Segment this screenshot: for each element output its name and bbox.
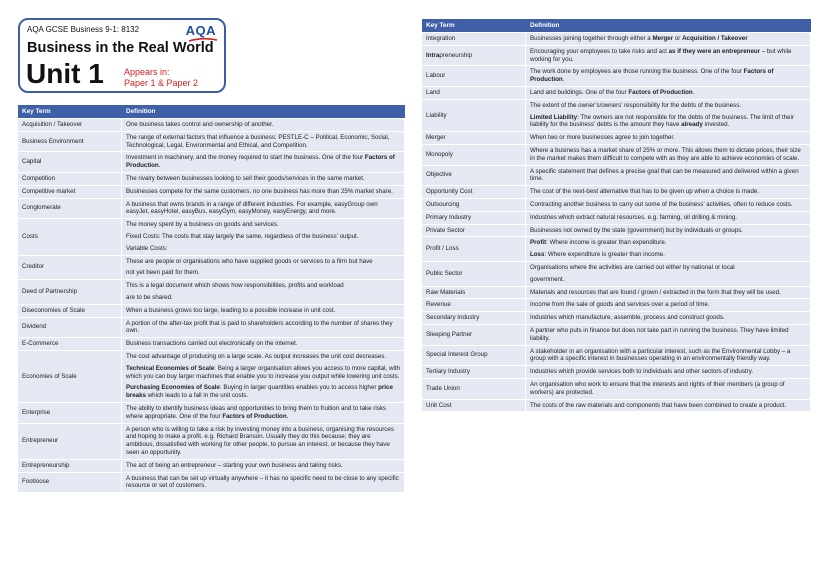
definition-text: The money spent by a business on goods and services. — [126, 221, 279, 229]
definition-text: A specific statement that defines a precise goal that can be measured and delivered within a given time. — [530, 167, 799, 183]
definition-cell — [122, 403, 405, 423]
table-row — [422, 100, 811, 131]
table-row — [422, 132, 811, 144]
definition-cell — [526, 287, 811, 299]
definition-text: One business takes control and ownership of another. — [126, 121, 274, 128]
definition-cell — [526, 46, 811, 66]
definition-text: Businesses joining together through either a Merger or Acquisition / Takeover — [530, 35, 748, 42]
table-row — [422, 287, 811, 299]
definition-cell — [526, 100, 811, 131]
definition-text: The range of external factors that influence a business: PESTLE-C – Political, Economic, Social, Technological, Legal, Environmental and Ethical, and Competition. — [126, 133, 390, 149]
definition-text: The costs of the raw materials and components that have been combined to create a product. — [530, 401, 787, 409]
definition-text: The cost advantage of producing on a large scale. As output increases the unit cost decreases. — [126, 352, 387, 360]
key-term-cell: Competition — [18, 173, 122, 185]
definition-text: government. — [530, 275, 565, 283]
table-row — [422, 299, 811, 311]
table-row — [18, 318, 405, 338]
key-terms-table-left — [18, 104, 405, 493]
key-term-cell: Objective — [422, 166, 526, 186]
key-term-cell: Deed of Partnership — [18, 280, 122, 304]
key-term-cell: Trade Union — [422, 379, 526, 399]
definition-text: Income from the sale of goods and services over a period of time. — [530, 301, 710, 309]
table-row — [422, 186, 811, 198]
definition-header: Definition — [526, 19, 811, 32]
key-term-cell: Competitive market — [18, 186, 122, 198]
definition-text: Encouraging your employees to take risks and act as if they were an entrepreneur – but while working for you. — [530, 47, 792, 63]
key-term-cell: Creditor — [18, 256, 122, 280]
definition-text: Businesses compete for the same customers, no one business has more than 25% market share. — [126, 187, 393, 195]
key-terms-table-right — [422, 18, 811, 412]
definition-text: Organisations where the activities are carried out either by national or local — [530, 263, 735, 271]
definition-text: Loss: Where expenditure is greater than income. — [530, 251, 665, 259]
key-term-cell: Sleeping Partner — [422, 325, 526, 345]
key-term-cell: Special Interest Group — [422, 346, 526, 366]
definition-cell — [122, 199, 405, 219]
key-term-cell: Enterprise — [18, 403, 122, 423]
table-row — [422, 325, 811, 345]
definition-text: Industries which manufacture, assemble, process and construct goods. — [530, 314, 725, 322]
key-term-cell: Unit Cost — [422, 400, 526, 412]
definition-cell — [122, 424, 405, 459]
definition-text: This is a legal document which shows how responsibilities, profits and workload — [126, 282, 344, 290]
key-term-cell: Entrepreneur — [18, 424, 122, 459]
definition-text: are to be shared. — [126, 293, 173, 301]
table-row — [18, 305, 405, 317]
definition-text: Limited Liability: The owners are not responsible for the debts of the business. The limit of their liability for the business’ debts is the amount they have already invested. — [530, 113, 794, 129]
definition-text: When two or more businesses agree to join together. — [530, 134, 675, 142]
table-row — [422, 66, 811, 86]
title-box — [18, 18, 226, 93]
definition-text: Profit: Where income is greater than expenditure. — [530, 239, 667, 247]
table-row — [18, 152, 405, 172]
definition-text: Industries which extract natural resources. e.g. farming, oil drilling & mining. — [530, 213, 738, 221]
definition-text: Businesses not owned by the state (government) but by individuals or groups. — [530, 226, 743, 234]
table-row — [422, 312, 811, 324]
key-term-cell: Dividend — [18, 318, 122, 338]
key-term-cell: Profit / Loss — [422, 237, 526, 261]
definition-text: A partner who puts in finance but does not take part in running the business. They have limited liability. — [530, 326, 789, 342]
table-row — [422, 379, 811, 399]
table-row — [422, 225, 811, 237]
table-header-row — [18, 105, 405, 118]
definition-text: A business that can be set up virtually anywhere – it has no specific need to be close to any specific resource or set of customers. — [126, 474, 399, 490]
definition-cell — [526, 400, 811, 412]
definition-text: Contracting another business to carry out some of the business’ activities, often to reduce costs. — [530, 200, 793, 208]
definition-cell — [122, 280, 405, 304]
key-term-cell: Outsourcing — [422, 199, 526, 211]
key-term-header: Key Term — [18, 105, 122, 118]
table-row — [18, 199, 405, 219]
table-row — [18, 119, 405, 131]
definition-text: When a business grows too large, leading to a possible increase in unit cost. — [126, 306, 336, 314]
key-term-cell: Raw Materials — [422, 287, 526, 299]
definition-cell — [122, 256, 405, 280]
table-row — [18, 173, 405, 185]
key-term-cell: Entrepreneurship — [18, 460, 122, 472]
definition-text: A portion of the after-tax profit that is paid to shareholders according to the number of shares they own. — [126, 319, 393, 335]
table-row — [422, 366, 811, 378]
definition-cell — [526, 186, 811, 198]
table-row — [422, 166, 811, 186]
table-row — [422, 262, 811, 286]
table-row — [422, 33, 811, 45]
table-row — [422, 199, 811, 211]
definition-text: A stakeholder in an organisation with a particular interest, such as the Environmental Lobby – a group with a specific interest in businesses operating in an environmentally friendly way. — [530, 347, 791, 363]
definition-text: Industries which provide services both to individuals and other sectors of industry. — [530, 368, 754, 376]
definition-cell — [122, 338, 405, 350]
definition-cell — [122, 186, 405, 198]
definition-text: These are people or organisations who have supplied goods or services to a firm but have — [126, 257, 373, 265]
definition-text: Land and buildings. One of the four Factors of Production. — [530, 88, 695, 96]
definition-cell — [526, 299, 811, 311]
definition-cell — [122, 460, 405, 472]
key-term-cell: Primary Industry — [422, 212, 526, 224]
key-term-cell: Conglomerate — [18, 199, 122, 219]
definition-cell — [122, 152, 405, 172]
definition-cell — [122, 351, 405, 402]
key-term-cell: Costs — [18, 219, 122, 254]
key-term-cell: Integration — [422, 33, 526, 45]
definition-cell — [122, 305, 405, 317]
key-term-cell: Liability — [422, 100, 526, 131]
definition-cell — [526, 212, 811, 224]
definition-cell — [122, 219, 405, 254]
definition-text: Technical Economies of Scale: Being a larger organisation allows you access to more capital, with which you can buy larger machines that enable you to increase you output while lowering unit costs. — [126, 364, 400, 380]
definition-cell — [526, 66, 811, 86]
definition-text: An organisation who work to ensure that the interests and rights of their members (a group of workers) are protected. — [530, 380, 785, 396]
key-term-cell: Business Environment — [18, 132, 122, 152]
table-row — [422, 46, 811, 66]
definition-text: The rivalry between businesses looking to sell their goods/services in the same market. — [126, 174, 365, 182]
definition-cell — [122, 132, 405, 152]
definition-cell — [122, 119, 405, 131]
key-term-cell: Capital — [18, 152, 122, 172]
definition-cell — [526, 33, 811, 45]
table-row — [18, 403, 405, 423]
definition-text: Materials and resources that are found / grown / extracted in the form that they will be used. — [530, 288, 781, 296]
table-row — [18, 132, 405, 152]
key-term-cell: Opportunity Cost — [422, 186, 526, 198]
spec-code: AQA GCSE Business 9-1: 8132 — [27, 25, 140, 34]
table-row — [18, 338, 405, 350]
key-term-cell: Intrapreneurship — [422, 46, 526, 66]
table-row — [18, 219, 405, 254]
table-row — [422, 87, 811, 99]
definition-cell — [122, 318, 405, 338]
key-term-cell: Monopoly — [422, 145, 526, 165]
definition-cell — [526, 366, 811, 378]
definition-text: The ability to identify business ideas and opportunities to bring them to fruition and to take risks where appropriate. One of the four Factors of Production. — [126, 404, 387, 420]
table-row — [422, 400, 811, 412]
table-row — [422, 145, 811, 165]
definition-cell — [526, 262, 811, 286]
definition-cell — [526, 87, 811, 99]
table-row — [422, 346, 811, 366]
key-term-header: Key Term — [422, 19, 526, 32]
definition-text: Investment in machinery, and the money required to start the business. One of the four Factors of Production. — [126, 154, 395, 170]
definition-text: A business that owns brands in a range of different industries. For example, easyGroup own easyJet, easyHotel, easyBus, easyGym, easyMoney, easyEnergy, and more. — [126, 200, 378, 216]
appears-in-label: Appears in: — [124, 67, 170, 77]
key-term-cell: Merger — [422, 132, 526, 144]
key-term-cell: Economies of Scale — [18, 351, 122, 402]
definition-text: A person who is willing to take a risk by investing money into a business, organising the resources and hoping to make a profit. e.g. Richard Branson. Usually they do this because; they are ambitious, dissatisfied with working for other people, to pursue an interest, or because they have seen an opportunity. — [126, 425, 394, 456]
table-row — [18, 280, 405, 304]
definition-text: Purchasing Economies of Scale: Buying in larger quantities enables you to access higher price breaks which leads to a fall in the unit costs. — [126, 384, 393, 400]
definition-cell — [526, 132, 811, 144]
definition-cell — [122, 473, 405, 493]
table-header-row — [422, 19, 811, 32]
definition-cell — [526, 237, 811, 261]
key-term-cell: Secondary Industry — [422, 312, 526, 324]
key-term-cell: Tertiary Industry — [422, 366, 526, 378]
definition-text: not yet been paid for them. — [126, 269, 200, 277]
key-term-cell: Revenue — [422, 299, 526, 311]
key-term-cell: Land — [422, 87, 526, 99]
definition-cell — [526, 225, 811, 237]
key-term-cell: Labour — [422, 66, 526, 86]
table-row — [18, 473, 405, 493]
definition-text: Where a business has a market share of 25% or more. This allows them to dictate prices, their size in the market makes them difficult to compete with as they are able to achieve economies of scale. — [530, 146, 801, 162]
definition-cell — [122, 173, 405, 185]
definition-cell — [526, 145, 811, 165]
definition-text: Fixed Costs: The costs that stay largely the same, regardless of the business’ output. — [126, 232, 359, 240]
unit-heading: Unit 1 — [26, 58, 104, 89]
definition-header: Definition — [122, 105, 405, 118]
definition-text: The cost of the next-best alternative that has to be given up when a choice is made. — [530, 188, 760, 196]
definition-cell — [526, 325, 811, 345]
table-row — [18, 256, 405, 280]
table-row — [422, 212, 811, 224]
aqa-logo: AQA — [185, 23, 216, 38]
definition-text: The extent of the owner’s/owners’ responsibility for the debts of the business. — [530, 101, 742, 109]
table-row — [18, 351, 405, 402]
definition-cell — [526, 199, 811, 211]
key-term-cell: Public Sector — [422, 262, 526, 286]
key-term-cell: Private Sector — [422, 225, 526, 237]
table-row — [18, 424, 405, 459]
table-row — [18, 186, 405, 198]
appears-in-note — [124, 67, 198, 89]
appears-in-papers: Paper 1 & Paper 2 — [124, 78, 199, 88]
definition-cell — [526, 166, 811, 186]
key-term-cell: E-Commerce — [18, 338, 122, 350]
key-term-cell: Acquisition / Takeover — [18, 119, 122, 131]
definition-cell — [526, 346, 811, 366]
definition-cell — [526, 379, 811, 399]
key-term-cell: Diseconomies of Scale — [18, 305, 122, 317]
page-title: Business in the Real World — [27, 40, 214, 56]
definition-text: The act of being an entrepreneur – starting your own business and taking risks. — [126, 461, 343, 469]
definition-text: Variable Costs: — [126, 244, 168, 252]
definition-text: Business transactions carried out electronically on the internet. — [126, 340, 298, 348]
table-row — [18, 460, 405, 472]
definition-cell — [526, 312, 811, 324]
definition-text: The work done by employees are those running the business. One of the four Factors of Production. — [530, 68, 774, 84]
key-term-cell: Footloose — [18, 473, 122, 493]
table-row — [422, 237, 811, 261]
